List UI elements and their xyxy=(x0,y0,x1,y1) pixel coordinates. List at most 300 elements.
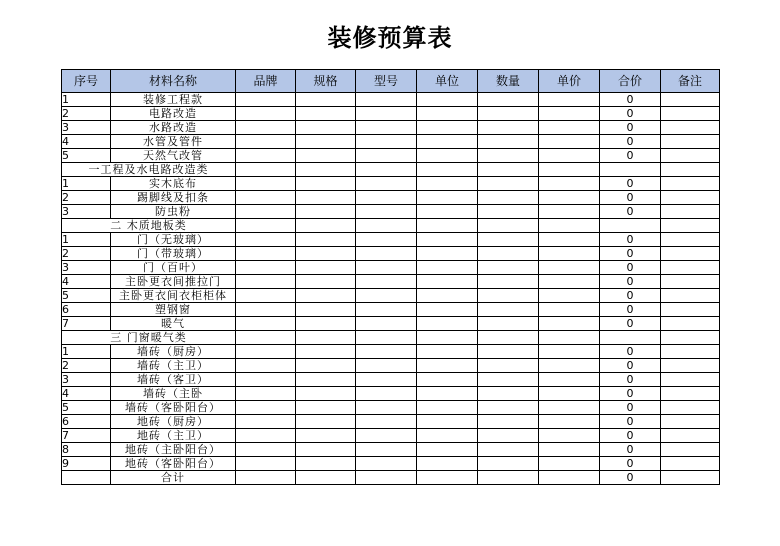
row-remarks xyxy=(661,303,720,317)
row-unit xyxy=(417,401,478,415)
row-quantity xyxy=(478,135,539,149)
row-total-price: 0 xyxy=(600,317,661,331)
table-row xyxy=(62,149,720,163)
row-material-name: 天然气改管 xyxy=(111,149,236,163)
row-remarks xyxy=(661,443,720,457)
row-total-price: 0 xyxy=(600,401,661,415)
row-spec xyxy=(296,275,356,289)
row-spec xyxy=(296,401,356,415)
row-unit xyxy=(417,443,478,457)
row-spec xyxy=(296,359,356,373)
row-total-price: 0 xyxy=(600,121,661,135)
table-row xyxy=(62,317,720,331)
row-unit xyxy=(417,135,478,149)
row-total-price: 0 xyxy=(600,135,661,149)
table-row xyxy=(62,429,720,443)
empty-cell xyxy=(296,219,356,233)
page-title: 装修预算表 xyxy=(327,24,453,52)
row-seq: 1 xyxy=(62,345,111,359)
row-spec xyxy=(296,345,356,359)
row-unit-price xyxy=(539,233,600,247)
row-material-name: 门（带玻璃） xyxy=(111,247,236,261)
row-unit-price xyxy=(539,317,600,331)
row-brand xyxy=(236,345,296,359)
row-material-name: 水管及管件 xyxy=(111,135,236,149)
row-remarks xyxy=(661,429,720,443)
row-material-name: 地砖（主卫） xyxy=(111,429,236,443)
header-quantity: 数量 xyxy=(478,70,539,93)
row-material-name: 地砖（厨房） xyxy=(111,415,236,429)
row-brand xyxy=(236,443,296,457)
category-row xyxy=(62,219,720,233)
row-brand xyxy=(236,121,296,135)
row-brand xyxy=(236,317,296,331)
row-model xyxy=(356,107,417,121)
row-seq: 9 xyxy=(62,457,111,471)
row-brand xyxy=(236,247,296,261)
row-brand xyxy=(236,415,296,429)
row-material-name: 墙砖（厨房） xyxy=(111,345,236,359)
row-model xyxy=(356,205,417,219)
row-model xyxy=(356,261,417,275)
row-total-price: 0 xyxy=(600,261,661,275)
row-unit-price xyxy=(539,387,600,401)
row-seq: 3 xyxy=(62,261,111,275)
header-spec: 规格 xyxy=(296,70,356,93)
row-unit xyxy=(417,387,478,401)
row-material-name: 门（无玻璃） xyxy=(111,233,236,247)
row-remarks xyxy=(661,121,720,135)
table-row xyxy=(62,275,720,289)
row-model xyxy=(356,177,417,191)
row-model xyxy=(356,415,417,429)
row-model xyxy=(356,121,417,135)
row-model xyxy=(356,373,417,387)
row-brand xyxy=(236,359,296,373)
row-spec xyxy=(296,457,356,471)
table-row xyxy=(62,233,720,247)
row-unit xyxy=(417,429,478,443)
row-unit-price xyxy=(539,121,600,135)
row-remarks xyxy=(661,289,720,303)
row-brand xyxy=(236,401,296,415)
row-model xyxy=(356,247,417,261)
row-total-price: 0 xyxy=(600,429,661,443)
row-material-name: 踢脚线及扣条 xyxy=(111,191,236,205)
row-material-name: 地砖（主卧阳台） xyxy=(111,443,236,457)
row-seq: 3 xyxy=(62,205,111,219)
row-total-price: 0 xyxy=(600,457,661,471)
row-material-name: 墙砖（客卧阳台） xyxy=(111,401,236,415)
row-model xyxy=(356,191,417,205)
row-remarks xyxy=(661,401,720,415)
row-unit xyxy=(417,303,478,317)
row-brand xyxy=(236,233,296,247)
row-quantity xyxy=(478,415,539,429)
empty-cell xyxy=(478,219,539,233)
row-total-price: 0 xyxy=(600,443,661,457)
row-quantity xyxy=(478,401,539,415)
empty-cell xyxy=(296,331,356,345)
row-quantity xyxy=(478,107,539,121)
row-quantity xyxy=(478,275,539,289)
row-unit-price xyxy=(539,261,600,275)
row-model xyxy=(356,359,417,373)
row-spec xyxy=(296,317,356,331)
row-material-name: 防虫粉 xyxy=(111,205,236,219)
row-quantity xyxy=(478,359,539,373)
empty-cell xyxy=(356,163,417,177)
row-model xyxy=(356,443,417,457)
row-unit xyxy=(417,247,478,261)
row-quantity xyxy=(478,429,539,443)
row-brand xyxy=(236,373,296,387)
header-unit-price: 单价 xyxy=(539,70,600,93)
row-quantity xyxy=(478,93,539,107)
row-total-price: 0 xyxy=(600,205,661,219)
row-unit xyxy=(417,359,478,373)
row-spec xyxy=(296,289,356,303)
row-unit-price xyxy=(539,149,600,163)
row-brand xyxy=(236,289,296,303)
row-unit xyxy=(417,149,478,163)
row-model xyxy=(356,289,417,303)
row-model xyxy=(356,149,417,163)
row-seq: 1 xyxy=(62,233,111,247)
row-brand xyxy=(236,275,296,289)
row-material-name: 塑钢窗 xyxy=(111,303,236,317)
row-model xyxy=(356,317,417,331)
row-seq: 2 xyxy=(62,359,111,373)
row-model xyxy=(356,275,417,289)
header-brand: 品牌 xyxy=(236,70,296,93)
header-material-name: 材料名称 xyxy=(111,70,236,93)
empty-cell xyxy=(661,331,720,345)
row-spec xyxy=(296,373,356,387)
table-row xyxy=(62,107,720,121)
table-row xyxy=(62,415,720,429)
row-total-price: 0 xyxy=(600,93,661,107)
header-row xyxy=(62,70,720,93)
row-total-price: 0 xyxy=(600,233,661,247)
row-quantity xyxy=(478,233,539,247)
row-total-price: 0 xyxy=(600,303,661,317)
empty-cell xyxy=(356,331,417,345)
row-remarks xyxy=(661,415,720,429)
category-row xyxy=(62,331,720,345)
row-unit xyxy=(417,373,478,387)
row-unit-price xyxy=(539,191,600,205)
row-remarks xyxy=(661,345,720,359)
row-quantity xyxy=(478,121,539,135)
empty-cell xyxy=(417,331,478,345)
row-quantity xyxy=(478,289,539,303)
row-spec xyxy=(296,205,356,219)
row-spec xyxy=(296,149,356,163)
row-total-price: 0 xyxy=(600,149,661,163)
row-quantity xyxy=(478,373,539,387)
row-model xyxy=(356,429,417,443)
row-seq: 7 xyxy=(62,429,111,443)
row-quantity xyxy=(478,205,539,219)
row-total-price: 0 xyxy=(600,359,661,373)
row-unit-price xyxy=(539,177,600,191)
row-unit-price xyxy=(539,303,600,317)
row-quantity xyxy=(478,303,539,317)
category-row xyxy=(62,163,720,177)
row-brand xyxy=(236,149,296,163)
row-unit-price xyxy=(539,275,600,289)
row-quantity xyxy=(478,317,539,331)
row-remarks xyxy=(661,275,720,289)
row-total-price: 0 xyxy=(600,289,661,303)
row-unit-price xyxy=(539,107,600,121)
row-model xyxy=(356,135,417,149)
row-seq: 5 xyxy=(62,401,111,415)
row-remarks xyxy=(661,359,720,373)
table-row xyxy=(62,247,720,261)
header-total-price: 合价 xyxy=(600,70,661,93)
empty-cell xyxy=(236,331,296,345)
row-spec xyxy=(296,429,356,443)
row-remarks xyxy=(661,233,720,247)
row-unit-price xyxy=(539,359,600,373)
row-remarks xyxy=(661,387,720,401)
row-seq: 2 xyxy=(62,107,111,121)
row-brand xyxy=(236,107,296,121)
row-spec xyxy=(296,135,356,149)
row-unit xyxy=(417,275,478,289)
row-total-price: 0 xyxy=(600,107,661,121)
row-unit-price xyxy=(539,429,600,443)
category-label: 二 木质地板类 xyxy=(62,219,236,233)
row-unit xyxy=(417,191,478,205)
empty-cell xyxy=(661,219,720,233)
summary-total: 0 xyxy=(600,471,661,485)
row-spec xyxy=(296,415,356,429)
row-total-price: 0 xyxy=(600,387,661,401)
empty-cell xyxy=(600,331,661,345)
row-quantity xyxy=(478,247,539,261)
row-seq: 1 xyxy=(62,93,111,107)
row-material-name: 墙砖（主卧 xyxy=(111,387,236,401)
row-quantity xyxy=(478,387,539,401)
row-unit xyxy=(417,457,478,471)
table-row xyxy=(62,401,720,415)
row-brand xyxy=(236,191,296,205)
row-unit-price xyxy=(539,401,600,415)
table-row xyxy=(62,135,720,149)
row-spec xyxy=(296,177,356,191)
empty-cell xyxy=(478,331,539,345)
table-row xyxy=(62,373,720,387)
empty-cell xyxy=(661,163,720,177)
row-unit-price xyxy=(539,373,600,387)
row-total-price: 0 xyxy=(600,373,661,387)
row-material-name: 地砖（客卧阳台） xyxy=(111,457,236,471)
row-seq: 6 xyxy=(62,303,111,317)
row-unit-price xyxy=(539,135,600,149)
row-spec xyxy=(296,233,356,247)
row-spec xyxy=(296,387,356,401)
row-unit xyxy=(417,177,478,191)
row-seq: 8 xyxy=(62,443,111,457)
table-row xyxy=(62,387,720,401)
empty-cell xyxy=(539,219,600,233)
empty-cell xyxy=(539,331,600,345)
summary-label: 合计 xyxy=(111,471,236,485)
row-material-name: 主卧更衣间衣柜柜体 xyxy=(111,289,236,303)
row-unit-price xyxy=(539,345,600,359)
row-remarks xyxy=(661,247,720,261)
row-quantity xyxy=(478,149,539,163)
row-unit xyxy=(417,121,478,135)
row-total-price: 0 xyxy=(600,415,661,429)
row-material-name: 墙砖（客卫） xyxy=(111,373,236,387)
table-row xyxy=(62,177,720,191)
row-material-name: 门（百叶） xyxy=(111,261,236,275)
row-quantity xyxy=(478,457,539,471)
row-model xyxy=(356,387,417,401)
row-remarks xyxy=(661,317,720,331)
header-unit: 单位 xyxy=(417,70,478,93)
empty-cell xyxy=(539,163,600,177)
row-material-name: 水路改造 xyxy=(111,121,236,135)
category-label: 一工程及水电路改造类 xyxy=(62,163,236,177)
row-unit xyxy=(417,107,478,121)
row-spec xyxy=(296,121,356,135)
row-spec xyxy=(296,261,356,275)
table-row xyxy=(62,261,720,275)
row-unit xyxy=(417,415,478,429)
row-unit-price xyxy=(539,415,600,429)
row-unit xyxy=(417,261,478,275)
row-total-price: 0 xyxy=(600,191,661,205)
row-unit-price xyxy=(539,205,600,219)
row-spec xyxy=(296,93,356,107)
empty-cell xyxy=(236,219,296,233)
table-row xyxy=(62,303,720,317)
row-brand xyxy=(236,429,296,443)
row-remarks xyxy=(661,261,720,275)
row-seq: 7 xyxy=(62,317,111,331)
row-unit xyxy=(417,317,478,331)
row-quantity xyxy=(478,345,539,359)
row-seq: 4 xyxy=(62,275,111,289)
table-row xyxy=(62,359,720,373)
row-total-price: 0 xyxy=(600,247,661,261)
row-unit xyxy=(417,289,478,303)
empty-cell xyxy=(417,219,478,233)
row-material-name: 主卧更衣间推拉门 xyxy=(111,275,236,289)
row-brand xyxy=(236,303,296,317)
empty-cell xyxy=(600,163,661,177)
row-remarks xyxy=(661,457,720,471)
row-brand xyxy=(236,261,296,275)
row-unit-price xyxy=(539,289,600,303)
row-brand xyxy=(236,135,296,149)
row-unit xyxy=(417,93,478,107)
row-remarks xyxy=(661,373,720,387)
row-unit-price xyxy=(539,247,600,261)
row-quantity xyxy=(478,191,539,205)
row-material-name: 暖气 xyxy=(111,317,236,331)
row-brand xyxy=(236,93,296,107)
row-brand xyxy=(236,387,296,401)
row-seq: 3 xyxy=(62,121,111,135)
table-row xyxy=(62,443,720,457)
row-seq: 3 xyxy=(62,373,111,387)
row-remarks xyxy=(661,93,720,107)
summary-row xyxy=(62,471,720,485)
row-brand xyxy=(236,457,296,471)
row-seq: 4 xyxy=(62,135,111,149)
row-remarks xyxy=(661,107,720,121)
row-material-name: 电路改造 xyxy=(111,107,236,121)
empty-cell xyxy=(478,163,539,177)
row-material-name: 装修工程款 xyxy=(111,93,236,107)
row-seq: 6 xyxy=(62,415,111,429)
empty-cell xyxy=(417,163,478,177)
empty-cell xyxy=(356,219,417,233)
row-model xyxy=(356,303,417,317)
row-total-price: 0 xyxy=(600,275,661,289)
table-row xyxy=(62,121,720,135)
table-row xyxy=(62,191,720,205)
row-quantity xyxy=(478,177,539,191)
row-unit-price xyxy=(539,93,600,107)
row-remarks xyxy=(661,149,720,163)
row-material-name: 墙砖（主卫） xyxy=(111,359,236,373)
row-model xyxy=(356,345,417,359)
row-quantity xyxy=(478,443,539,457)
row-spec xyxy=(296,191,356,205)
row-quantity xyxy=(478,261,539,275)
header-model: 型号 xyxy=(356,70,417,93)
row-seq: 5 xyxy=(62,149,111,163)
row-remarks xyxy=(661,205,720,219)
table-row xyxy=(62,289,720,303)
table-row xyxy=(62,457,720,471)
row-brand xyxy=(236,205,296,219)
table-row xyxy=(62,93,720,107)
row-material-name: 实木底布 xyxy=(111,177,236,191)
row-model xyxy=(356,93,417,107)
row-unit xyxy=(417,205,478,219)
row-seq: 1 xyxy=(62,177,111,191)
row-seq: 2 xyxy=(62,191,111,205)
row-remarks xyxy=(661,135,720,149)
row-seq: 2 xyxy=(62,247,111,261)
row-brand xyxy=(236,177,296,191)
row-unit-price xyxy=(539,443,600,457)
empty-cell xyxy=(236,163,296,177)
row-spec xyxy=(296,303,356,317)
row-model xyxy=(356,457,417,471)
row-model xyxy=(356,401,417,415)
category-label: 三 门窗暖气类 xyxy=(62,331,236,345)
row-seq: 5 xyxy=(62,289,111,303)
row-remarks xyxy=(661,191,720,205)
row-spec xyxy=(296,443,356,457)
budget-table xyxy=(61,69,720,485)
row-total-price: 0 xyxy=(600,345,661,359)
row-spec xyxy=(296,107,356,121)
row-seq: 4 xyxy=(62,387,111,401)
empty-cell xyxy=(600,219,661,233)
empty-cell xyxy=(296,163,356,177)
table-row xyxy=(62,345,720,359)
